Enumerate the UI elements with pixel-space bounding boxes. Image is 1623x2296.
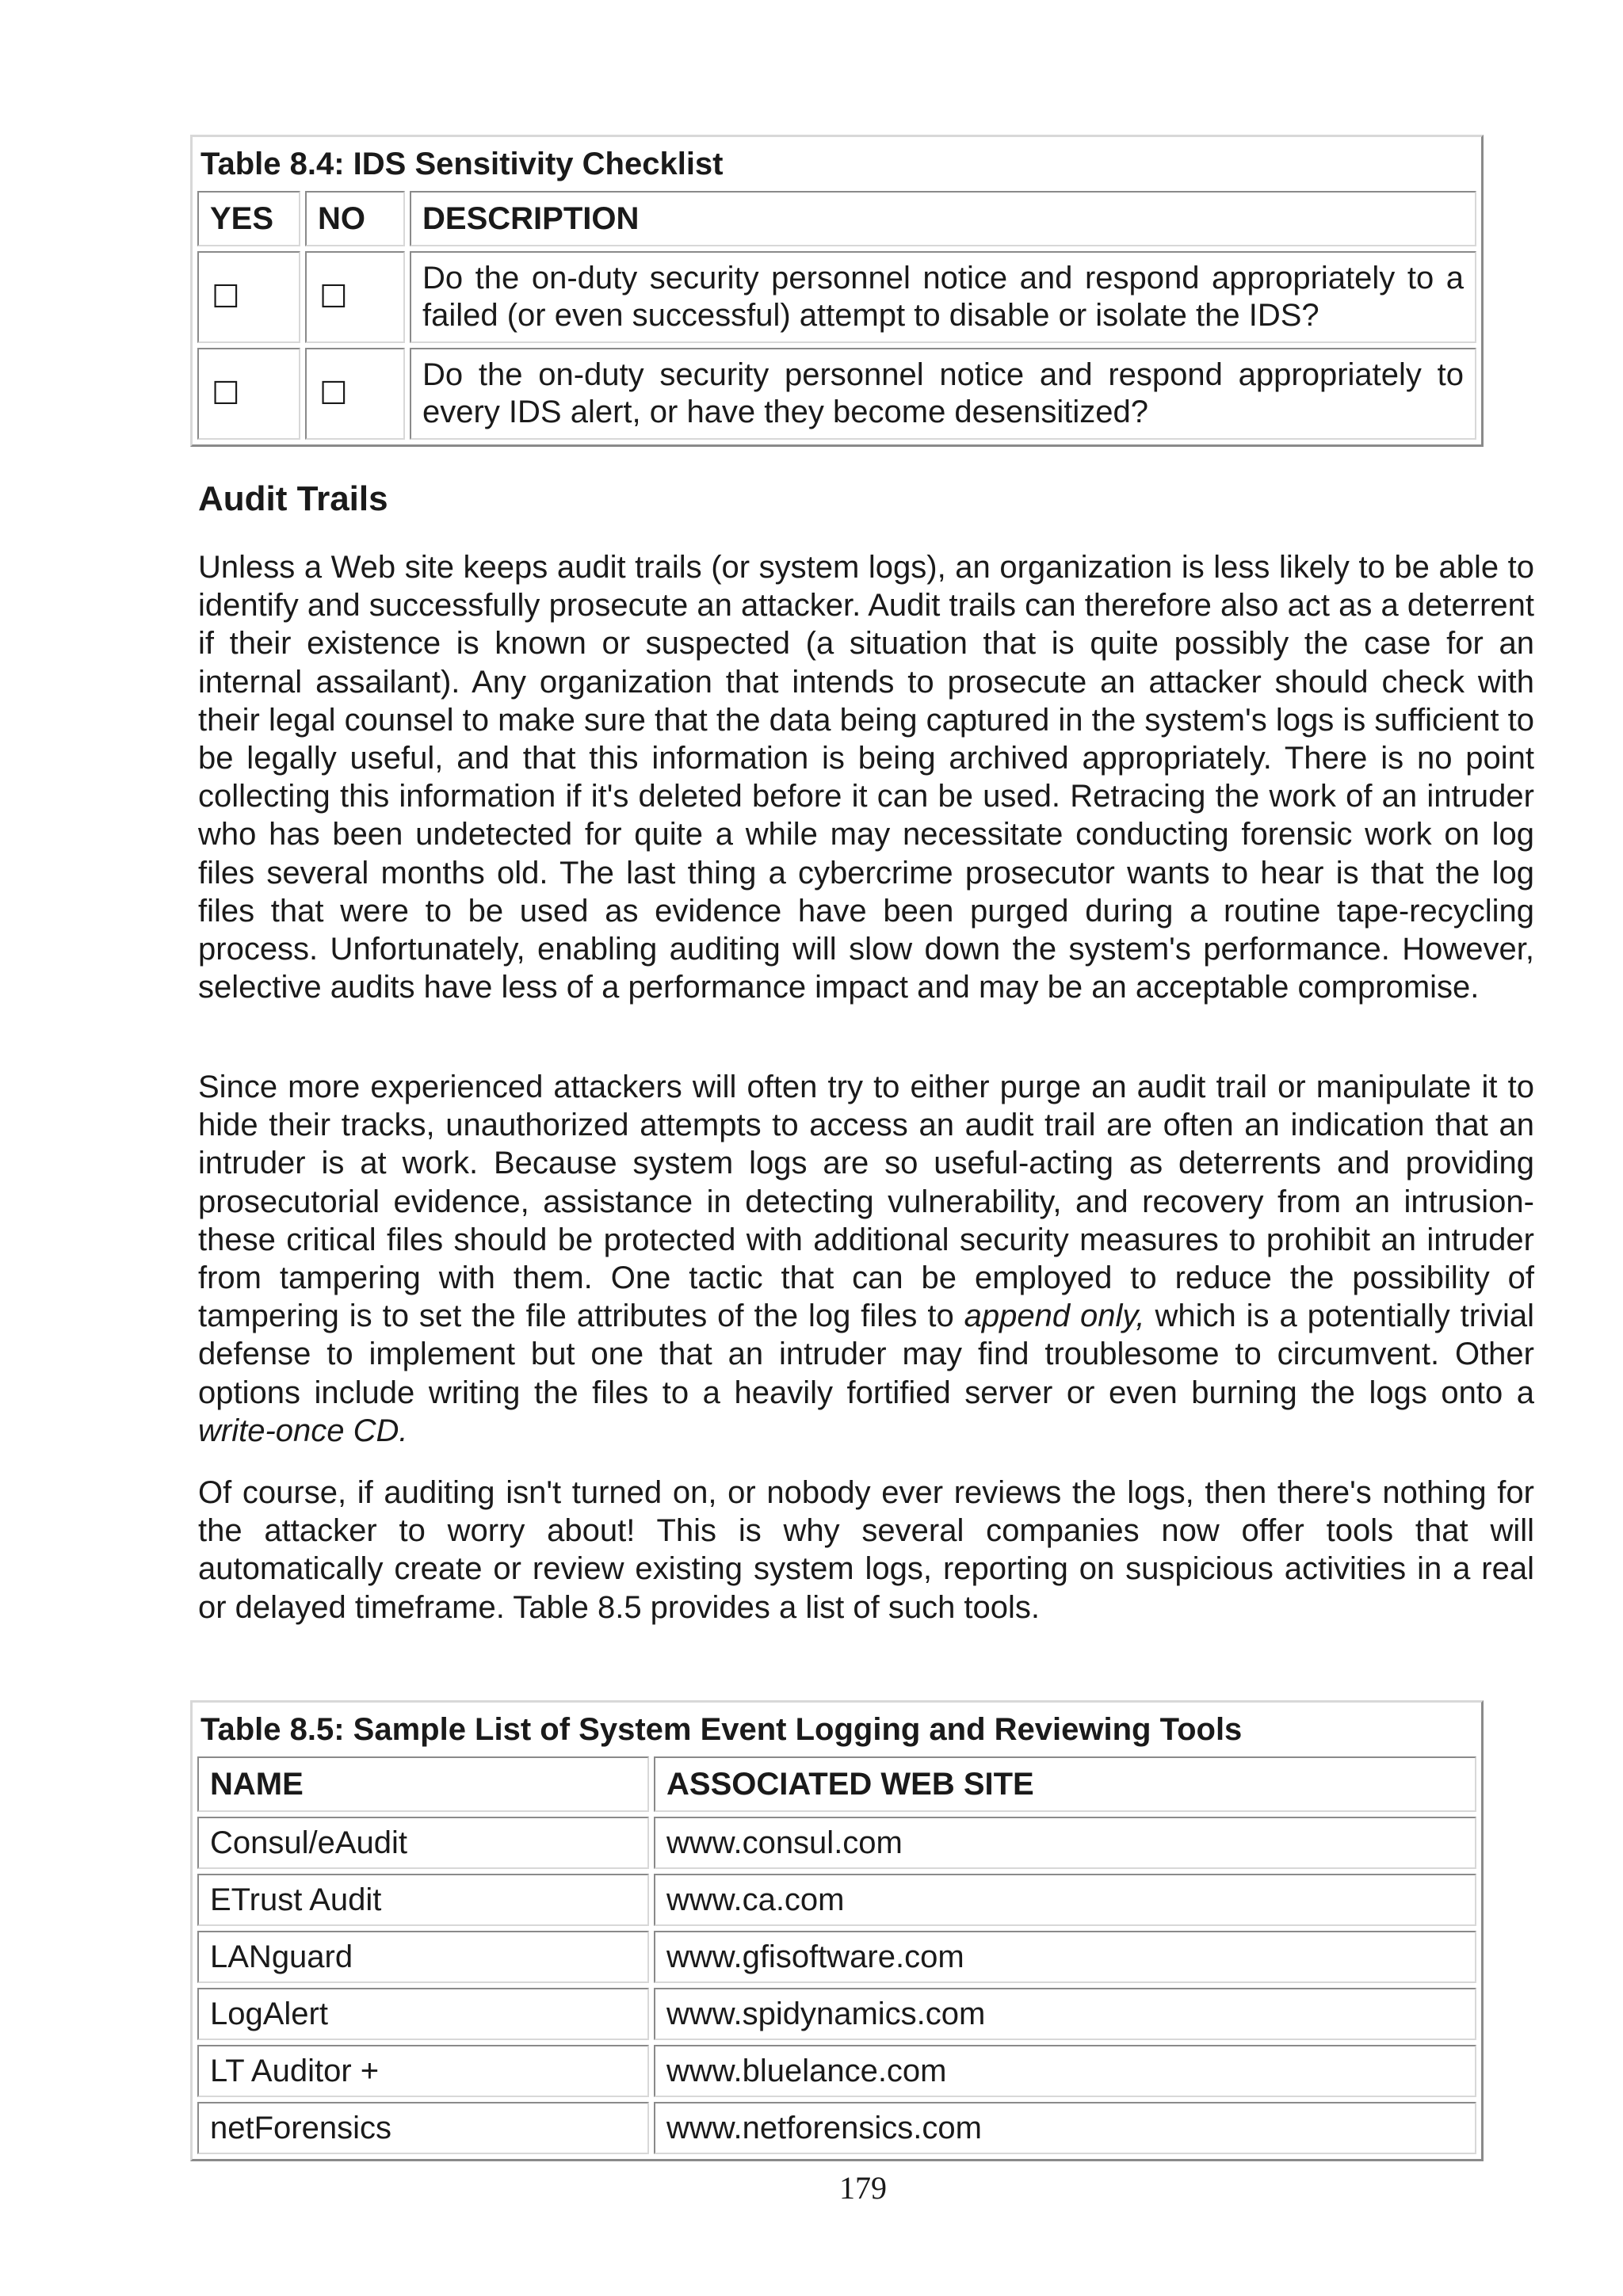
no-checkbox-icon[interactable]: ☐	[305, 348, 405, 440]
tool-site: www.bluelance.com	[654, 2045, 1476, 2097]
paragraph-text: Since more experienced attackers will often try to either purge an audit trail or manipulate it to hide their tracks, unauthorized attempts to access an audit trail are often an indication that an intruder is at work. Because system logs are so useful-acting as deterrents and providing prosecutorial evidence, assistance in detecting vulnerability, and recovery from an intrusion-these critical files should be protected with additional security measures to prohibit an intruder from tampering with them. One tactic that can be employed to reduce the possibility of tampering is to set the file attributes of the log files to	[198, 1070, 1534, 1334]
table-row	[197, 2102, 1476, 2154]
tool-name: LogAlert	[197, 1988, 649, 2040]
yes-checkbox-icon[interactable]: ☐	[197, 348, 300, 440]
checklist-description: Do the on-duty security personnel notice and respond appropriately to every IDS alert, or have they become desensitized?	[410, 348, 1476, 440]
column-header-no: NO	[305, 191, 405, 246]
table-row	[197, 1988, 1476, 2040]
logging-tools-table	[190, 1700, 1484, 2161]
table-row	[197, 2045, 1476, 2097]
tool-site: www.consul.com	[654, 1817, 1476, 1869]
tool-site: www.netforensics.com	[654, 2102, 1476, 2154]
column-header-site: ASSOCIATED WEB SITE	[654, 1756, 1476, 1812]
body-paragraph: Unless a Web site keeps audit trails (or system logs), an organization is less likely to be able to identify and successfully prosecute an attacker. Audit trails can therefore also act as a deterrent if their existence is known or suspected (a situation that is quite possibly the case for an internal assailant). Any organization that intends to prosecute an attacker should check with their legal counsel to make sure that the data being captured in the system's logs is sufficient to be legally useful, and that this information is being archived appropriately. There is no point collecting this information if it's deleted before it can be used. Retracing the work of an intruder who has been undetected for quite a while may necessitate conducting forensic work on log files several months old. The last thing a cybercrime prosecutor wants to hear is that the log files that were to be used as evidence have been purged during a routine tape-recycling process. Unfortunately, enabling auditing will slow down the system's performance. However, selective audits have less of a performance impact and may be an acceptable compromise.	[198, 550, 1534, 1005]
column-header-description: DESCRIPTION	[410, 191, 1476, 246]
tool-site: www.spidynamics.com	[654, 1988, 1476, 2040]
table-row	[197, 1931, 1476, 1983]
table-caption: Table 8.5: Sample List of System Event Logging and Reviewing Tools	[200, 1711, 1243, 1747]
paragraph-text: which is a potentially trivial defense to implement but one that an intruder may find troublesome to circumvent. Other options include writing the files to a heavily fortified server or even burning the logs onto a	[198, 1299, 1534, 1410]
yes-checkbox-icon[interactable]: ☐	[197, 251, 300, 343]
body-paragraph: Of course, if auditing isn't turned on, or nobody ever reviews the logs, then there's nothing for the attacker to worry about! This is why several companies now offer tools that will automatically create or review existing system logs, reporting on suspicious activities in a real or delayed timeframe. Table 8.5 provides a list of such tools.	[198, 1475, 1534, 1625]
tool-site: www.gfisoftware.com	[654, 1931, 1476, 1983]
column-header-yes: YES	[197, 191, 300, 246]
table-caption: Table 8.4: IDS Sensitivity Checklist	[200, 146, 724, 181]
checklist-description: Do the on-duty security personnel notice and respond appropriately to a failed (or even successful) attempt to disable or isolate the IDS?	[410, 251, 1476, 343]
table-row	[197, 251, 1476, 343]
table-row	[197, 1817, 1476, 1869]
table-row	[197, 348, 1476, 440]
ids-sensitivity-checklist-table	[190, 135, 1484, 447]
body-paragraph	[198, 1068, 1534, 1450]
tool-name: LANguard	[197, 1931, 649, 1983]
tool-name: LT Auditor +	[197, 2045, 649, 2097]
column-header-name: NAME	[197, 1756, 649, 1812]
tool-name: ETrust Audit	[197, 1874, 649, 1926]
page-number: 179	[839, 2170, 887, 2206]
tool-name: netForensics	[197, 2102, 649, 2154]
table-row	[197, 1874, 1476, 1926]
emphasis-text: write-once CD.	[198, 1413, 408, 1448]
emphasis-text: append only,	[964, 1299, 1145, 1334]
no-checkbox-icon[interactable]: ☐	[305, 251, 405, 343]
tool-name: Consul/eAudit	[197, 1817, 649, 1869]
section-heading: Audit Trails	[198, 479, 388, 518]
tool-site: www.ca.com	[654, 1874, 1476, 1926]
